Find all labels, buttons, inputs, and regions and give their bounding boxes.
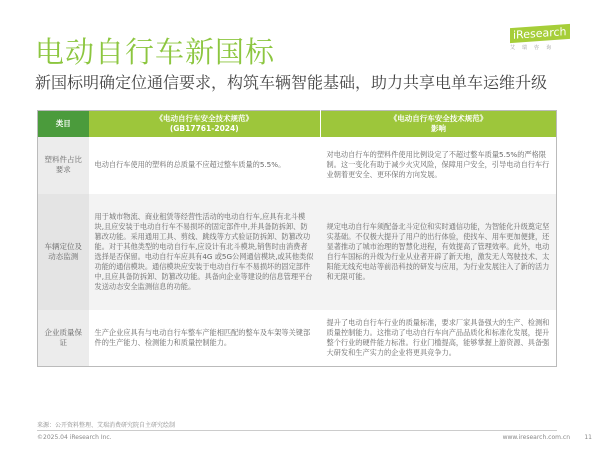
row-impact: 规定电动自行车须配备北斗定位和实时通信功能，为智能化升级奠定坚实基础。不仅极大提升了用户的出行体验，使找车、用车更加便捷，还显著推动了城市治理的智慧化进程，有效提高了管理效率。此外，电动自行车国标的升级为行业从业者开辟了新天地，激发无人驾驶技术、太阳能无线充电站等前沿科技的研发与应用，为行业发展注入了新的活力和无限可能。 bbox=[326, 221, 550, 281]
header-impact-line1: 《电动自行车安全技术规范》 bbox=[389, 113, 488, 123]
page-number: 11 bbox=[584, 434, 592, 441]
copyright: ©2025.04 iResearch Inc. bbox=[37, 434, 112, 441]
table-row bbox=[38, 194, 557, 310]
page-subtitle: 新国标明确定位通信要求，构筑车辆智能基础，助力共享电单车运维升级 bbox=[35, 73, 548, 92]
row-standard: 用于城市物流、商业租赁等经营性活动的电动自行车,应具有北斗模块,且应安装于电动自行车不易损坏的固定部件中,并具备防拆卸、防篡改功能。采用通用工具、剪线、跳线等方式验证防拆卸、防篡改功能。对于其他类型的电动自行车,应设计有北斗模块,销售时由消费者选择是否保留。电动自行车应具有4G 或5G公网通信模块,或其他类似功能的通信模块。通信模块应安装于电动自行车不易损坏的固定部件中,且应具备防拆卸、防篡改功能。具备向企业等建设的信息管理平台发送动态安全监测信息的功能。 bbox=[94, 211, 314, 291]
row-category: 车辆定位及动态监测 bbox=[38, 194, 89, 310]
source-note: 来源：公开资料整理、艾瑞消费研究院自主研究绘制 bbox=[37, 422, 176, 429]
header-standard-line2: (GB17761-2024) bbox=[169, 123, 239, 133]
row-impact: 提升了电动自行车行业的质量标准，要求厂家具备强大的生产、检测和质量控制能力。这推动了电动自行车向产品品质化和标准化发展，提升整个行业的硬件能力标准。行业门槛提高，能够掌握上游资源、具备强大研发和生产实力的企业将更具竞争力。 bbox=[326, 317, 550, 357]
row-category: 企业质量保证 bbox=[38, 310, 89, 367]
row-category: 塑料件占比要求 bbox=[38, 137, 89, 194]
header-impact-line2: 影响 bbox=[431, 123, 446, 133]
page-title: 电动自行车新国标 bbox=[35, 35, 276, 69]
row-impact: 对电动自行车的塑料件使用比例设定了不超过整车质量5.5%的严格限制。这一变化有助于减少火灾风险，保障用户安全，引导电动自行车行业朝着更安全、更环保的方向发展。 bbox=[326, 150, 550, 179]
table-row bbox=[38, 310, 557, 367]
header-standard-line1: 《电动自行车安全技术规范》 bbox=[155, 113, 253, 123]
logo-brand: iResearch bbox=[510, 24, 570, 43]
table-row bbox=[38, 137, 557, 194]
footer-divider bbox=[37, 430, 557, 431]
row-standard: 生产企业应具有与电动自行车整车产能相匹配的整车及车架等关键部件的生产能力、检测能力和质量控制能力。 bbox=[94, 327, 311, 347]
header-impact bbox=[321, 111, 557, 137]
header-standard bbox=[89, 111, 321, 137]
row-standard: 电动自行车使用的塑料的总质量不应超过整车质量的5.5%。 bbox=[94, 160, 286, 169]
logo-cn: 艾瑞咨询 bbox=[510, 45, 559, 51]
header-category: 类目 bbox=[38, 111, 89, 137]
comparison-table bbox=[37, 110, 557, 367]
website-url: www.iresearch.com.cn bbox=[502, 434, 570, 441]
iresearch-logo bbox=[510, 22, 582, 51]
